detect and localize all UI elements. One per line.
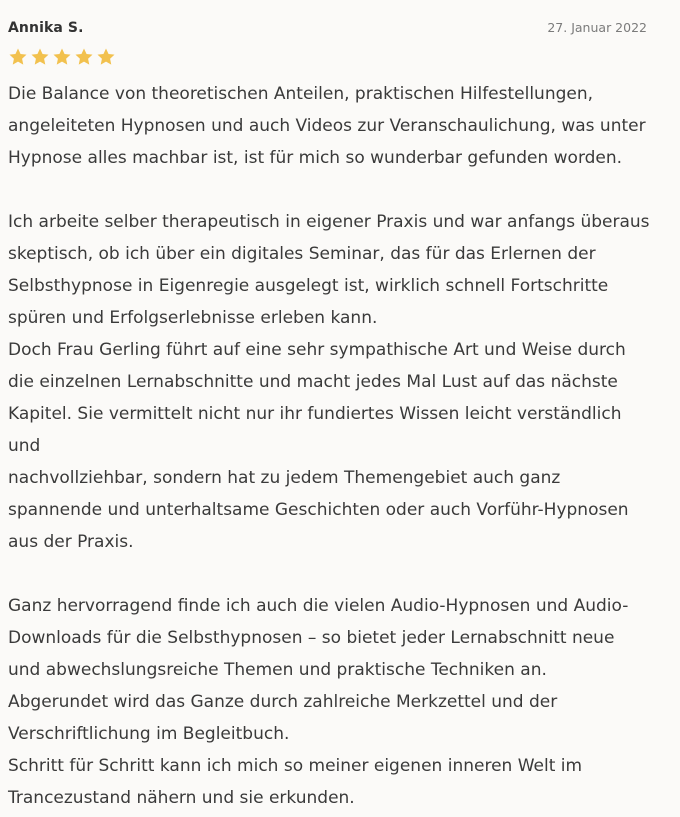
star-icon [96,47,116,67]
review-header [8,16,647,40]
star-rating [8,47,647,69]
review-paragraph: Die Balance von theoretischen Anteilen, praktischen Hilfestellungen, angeleiteten Hypnosen und auch Videos zur Veranschaulichung, was unter Hypnose alles machbar ist, ist für mich so wunderbar gefunden worden. [8,84,646,168]
star-icon [74,47,94,67]
review-paragraph: Ich arbeite selber therapeutisch in eigener Praxis und war anfangs überaus skeptisch, ob ich über ein digitales Seminar, das für das Erlernen der Selbsthypnose in Eigenregie ausgelegt ist, wirklich schnell Fortschritte spüren und Erfolgserlebnisse erleben kann. Doch Frau Gerling führt auf eine sehr sympathische Art und Weise durch die einzelnen Lernabschnitte und macht jedes Mal Lust auf das nächste Kapitel. Sie vermittelt nicht nur ihr fundiertes Wissen leicht verständlich und nachvollziehbar, sondern hat zu jedem Themengebiet auch ganz spannende und unterhaltsame Geschichten oder auch Vorführ-Hypnosen aus der Praxis. [8,212,650,552]
star-icon [52,47,72,67]
star-icon [8,47,28,67]
review-paragraph: Ganz hervorragend finde ich auch die vielen Audio-Hypnosen und Audio- Downloads für die Selbsthypnosen – so bietet jeder Lernabschnitt neue und abwechslungsreiche Themen und praktische Techniken an. Abgerundet wird das Ganze durch zahlreiche Merkzettel und der Verschriftlichung im Begleitbuch. Schritt für Schritt kann ich mich so meiner eigenen inneren Welt im Trancezustand nähern und sie erkunden. [8,596,629,808]
reviewer-name: Annika S. [8,20,84,36]
star-icon [30,47,50,67]
review-body [8,78,658,814]
review-date: 27. Januar 2022 [547,20,647,35]
